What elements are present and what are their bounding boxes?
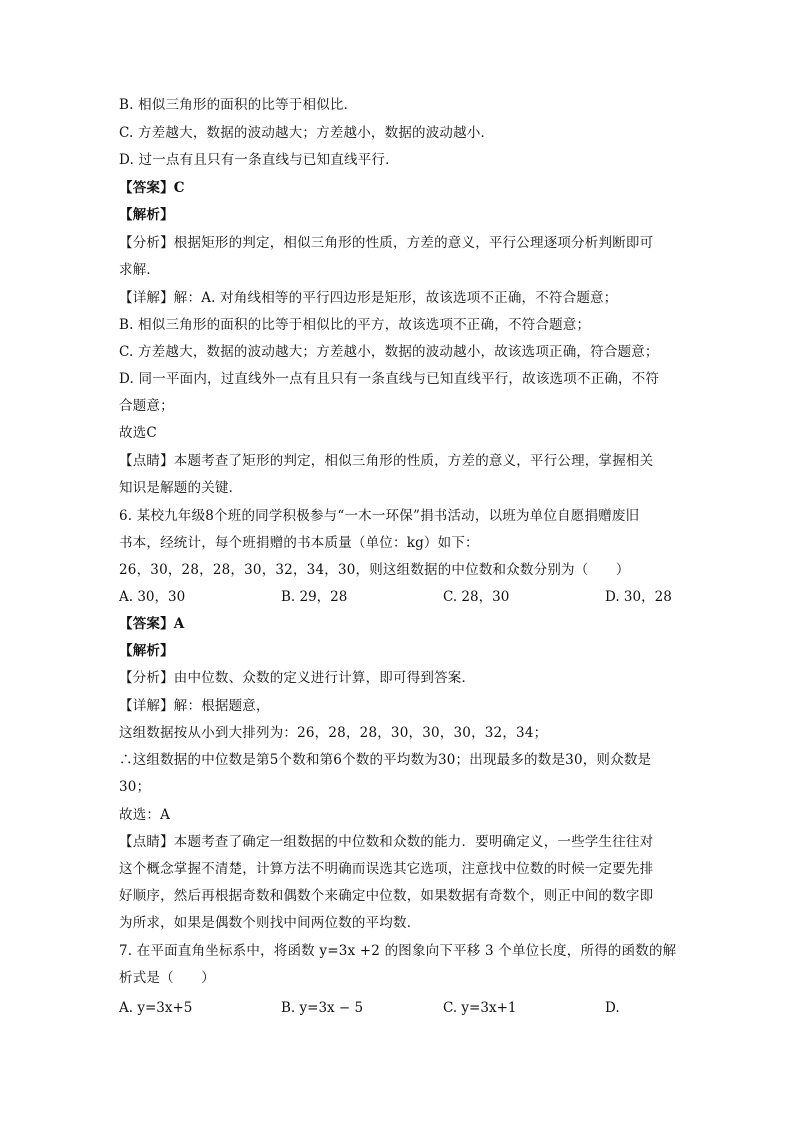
- text-line: 【分析】根据矩形的判定，相似三角形的性质，方差的意义，平行公理逐项分析判断即可: [119, 235, 654, 251]
- text-line: 这组数据按从小到大排列为：26，28，28，30，30，30，32，34；: [119, 725, 548, 741]
- text-line: C. 方差越大，数据的波动越大；方差越小，数据的波动越小．: [119, 125, 495, 141]
- text-line: 这个概念掌握不清楚，计算方法不明确而误选其它选项，注意找中位数的时候一定要先排: [119, 861, 654, 877]
- text-line: B. 相似三角形的面积的比等于相似比的平方，故该选项不正确，不符合题意；: [119, 317, 591, 333]
- question-6-line: 书本，经统计，每个班捐赠的书本质量（单位：kg）如下：: [119, 535, 479, 551]
- text-line: 【点睛】本题考查了矩形的判定，相似三角形的性质，方差的意义，平行公理，掌握相关: [119, 453, 654, 469]
- text-line: D. 同一平面内，过直线外一点有且只有一条直线与已知直线平行，故该选项不正确，不符: [119, 371, 660, 387]
- q7-option-b: B. y=3x − 5: [281, 1000, 364, 1016]
- q7-option-d: D.: [605, 1000, 620, 1016]
- text-line: 【详解】解：根据题意，: [119, 698, 270, 714]
- q7-option-a: A. y=3x+5: [119, 1000, 193, 1016]
- answer-line: 【答案】C: [119, 180, 185, 196]
- question-6-line: 6. 某校九年级8个班的同学积极参与“一木一环保”捐书活动，以班为单位自愿捐赠废旧: [119, 508, 640, 524]
- text-line: C. 方差越大，数据的波动越大；方差越小，数据的波动越小，故该选项正确，符合题意；: [119, 344, 659, 360]
- text-line: B. 相似三角形的面积的比等于相似比．: [119, 97, 358, 113]
- text-line: 故选C: [119, 425, 157, 441]
- text-line: 【详解】解：A. 对角线相等的平行四边形是矩形，故该选项不正确，不符合题意；: [119, 290, 618, 306]
- question-7-line: 析式是（ ）: [119, 970, 215, 986]
- q6-option-b: B. 29，28: [281, 589, 348, 605]
- answer-line: 【答案】A: [119, 616, 185, 632]
- text-line: 求解．: [119, 262, 161, 278]
- text-line: 【分析】由中位数、众数的定义进行计算，即可得到答案．: [119, 670, 476, 686]
- q6-option-c: C. 28，30: [443, 589, 510, 605]
- text-line: 故选：A: [119, 807, 171, 823]
- q6-option-d: D. 30，28: [605, 589, 672, 605]
- question-7-line: 7. 在平面直角坐标系中，将函数 y=3x +2 的图象向下平移 3 个单位长度，所得的函数的解: [119, 943, 677, 959]
- analysis-heading: 【解析】: [119, 643, 174, 659]
- text-line: 知识是解题的关键．: [119, 480, 243, 496]
- text-line: 30；: [119, 779, 151, 795]
- text-line: 【点睛】本题考查了确定一组数据的中位数和众数的能力．要明确定义，一些学生往往对: [119, 834, 654, 850]
- q7-option-c: C. y=3x+1: [443, 1000, 517, 1016]
- text-line: D. 过一点有且只有一条直线与已知直线平行．: [119, 152, 399, 168]
- text-line: ∴这组数据的中位数是第5个数和第6个数的平均数为30；出现最多的数是30，则众数是: [119, 752, 652, 768]
- analysis-heading: 【解析】: [119, 207, 174, 223]
- question-6-line: 26，30，28，28，30，32，34，30，则这组数据的中位数和众数分别为（ ）: [119, 562, 630, 578]
- text-line: 好顺序，然后再根据奇数和偶数个来确定中位数，如果数据有奇数个，则正中间的数字即: [119, 888, 654, 904]
- text-line: 为所求，如果是偶数个则找中间两位数的平均数．: [119, 915, 421, 931]
- text-line: 合题意；: [119, 398, 174, 414]
- q6-option-a: A. 30，30: [119, 589, 186, 605]
